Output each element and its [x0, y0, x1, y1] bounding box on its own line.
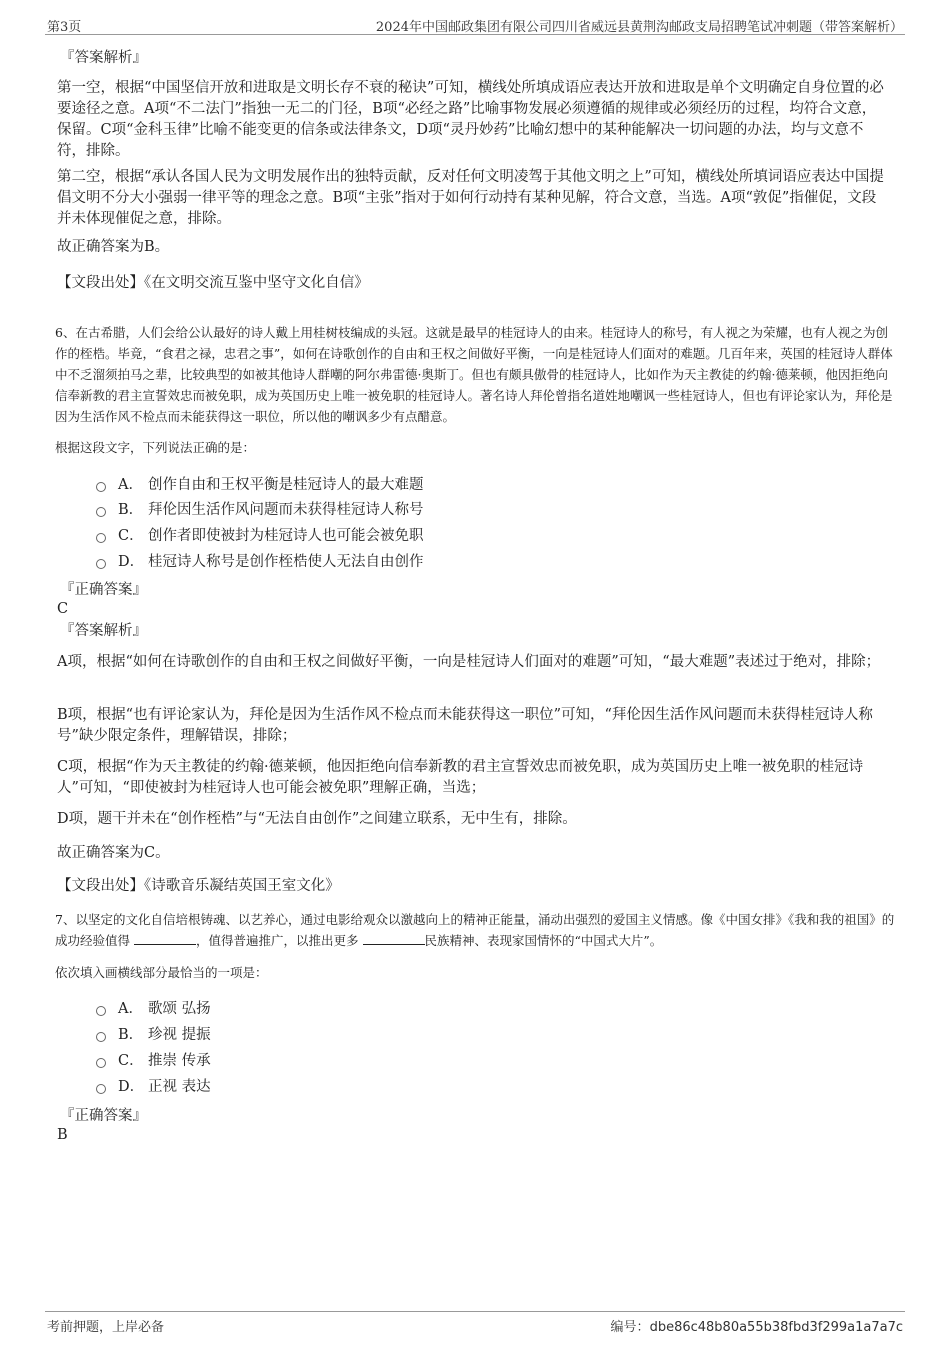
- option-a[interactable]: [96, 475, 424, 495]
- analysis-option-d: D项，题干并未在“创作桎梏”与“无法自由创作”之间建立联系，无中生有，排除。: [57, 811, 577, 827]
- source-citation: 【文段出处】《在文明交流互鉴中坚守文化自信》: [57, 275, 369, 291]
- code-value: dbe86c48b80a55b38fbd3f299a1a7a7c: [649, 1320, 903, 1335]
- option-d[interactable]: [96, 1077, 211, 1097]
- option-c[interactable]: [96, 1051, 211, 1071]
- document-code: [611, 1316, 903, 1335]
- question-6-prompt: 根据这段文字，下列说法正确的是：: [55, 440, 256, 455]
- fill-blank: [363, 932, 425, 945]
- option-text: 创作自由和王权平衡是桂冠诗人的最大难题: [148, 477, 424, 493]
- option-c[interactable]: [96, 526, 424, 546]
- radio-button[interactable]: [96, 1058, 106, 1068]
- option-key: B．: [118, 502, 144, 518]
- option-key: B．: [118, 1027, 144, 1043]
- option-text: 推崇 传承: [148, 1053, 211, 1069]
- code-label: 编号：: [610, 1320, 650, 1335]
- option-b[interactable]: [96, 500, 424, 520]
- radio-button[interactable]: [96, 1032, 106, 1042]
- analysis-paragraph: 第一空，根据“中国坚信开放和进取是文明长存不衰的秘诀”可知，横线处所填成语应表达开放和进取是单个文明确定自身位置的必要途径之意。A项“不二法门”指独一无二的门径，B项“必经之路”比喻事物发展必须遵循的规律或必须经历的过程，均符合文意，保留。C项“金科玉律”比喻不能变更的信条或法律条文，D项“灵丹妙药”比喻幻想中的某种能解决一切问题的办法，均与文意不符，排除。: [57, 80, 884, 159]
- option-key: C．: [118, 528, 144, 544]
- analysis-paragraph: 第二空，根据“承认各国人民为文明发展作出的独特贡献，反对任何文明凌驾于其他文明之上”可知，横线处所填词语应表达中国提倡文明不分大小强弱一律平等的理念之意。B项“主张”指对于如何行动持有某种见解，符合文意，当选。A项“敦促”指催促，文段并未体现催促之意，排除。: [57, 169, 884, 227]
- analysis-label: 『答案解析』: [60, 50, 147, 66]
- radio-button[interactable]: [96, 1084, 106, 1094]
- passage-part: ，值得普遍推广，以推出更多: [196, 933, 359, 948]
- option-text: 歌颂 弘扬: [148, 1001, 211, 1017]
- footer-slogan: 考前押题，上岸必备: [47, 1320, 165, 1335]
- question-7-prompt: 依次填入画横线部分最恰当的一项是：: [55, 965, 268, 980]
- analysis-option-a: A项，根据“如何在诗歌创作的自由和王权之间做好平衡，一向是桂冠诗人们面对的难题”可知，“最大难题”表述过于绝对，排除；: [57, 654, 881, 670]
- radio-button[interactable]: [96, 533, 106, 543]
- question-7-passage: [55, 909, 895, 951]
- passage-part: 7、以坚定的文化自信培根铸魂、以艺养心，通过电影给观众以激越向上的精神正能量，涌动出强烈的爱国主义情感。像《中国女排》《我和我的祖国》的成功经验值得: [55, 912, 895, 948]
- analysis-label: 『答案解析』: [60, 623, 147, 639]
- conclusion: 故正确答案为B。: [57, 239, 170, 255]
- page-number: 第3页: [47, 20, 82, 35]
- option-text: 珍视 提振: [148, 1027, 211, 1043]
- page-footer: [45, 1311, 905, 1338]
- analysis-option-c: C项，根据“作为天主教徒的约翰·德莱顿，他因拒绝向信奉新教的君主宣誓效忠而被免职，成为英国历史上唯一被免职的桂冠诗人”可知，“即使被封为桂冠诗人也可能会被免职”理解正确，当选；: [57, 759, 864, 796]
- option-text: 创作者即使被封为桂冠诗人也可能会被免职: [148, 528, 424, 544]
- option-key: C．: [118, 1053, 144, 1069]
- correct-answer-label: 『正确答案』: [60, 582, 147, 598]
- option-text: 拜伦因生活作风问题而未获得桂冠诗人称号: [148, 502, 424, 518]
- radio-button[interactable]: [96, 1006, 106, 1016]
- fill-blank: [134, 932, 196, 945]
- correct-answer: C: [57, 601, 69, 617]
- option-key: A．: [118, 1001, 143, 1017]
- conclusion: 故正确答案为C。: [57, 845, 170, 861]
- radio-button[interactable]: [96, 559, 106, 569]
- option-b[interactable]: [96, 1025, 211, 1045]
- page-header: [45, 14, 905, 35]
- analysis-option-b: B项，根据“也有评论家认为，拜伦是因为生活作风不检点而未能获得这一职位”可知，“拜伦因生活作风问题而未获得桂冠诗人称号”缺少限定条件，理解错误，排除；: [57, 707, 873, 744]
- option-key: A．: [118, 477, 143, 493]
- correct-answer-label: 『正确答案』: [60, 1108, 147, 1124]
- option-key: D．: [118, 554, 145, 570]
- source-citation: 【文段出处】《诗歌音乐凝结英国王室文化》: [57, 878, 340, 894]
- document-title: 2024年中国邮政集团有限公司四川省威远县黄荆沟邮政支局招聘笔试冲刺题（带答案解析）: [375, 20, 903, 35]
- radio-button[interactable]: [96, 482, 106, 492]
- option-a[interactable]: [96, 999, 211, 1019]
- passage-part: 民族精神、表现家国情怀的“中国式大片”。: [424, 933, 663, 948]
- option-key: D．: [118, 1079, 145, 1095]
- question-6-passage: 6、在古希腊，人们会给公认最好的诗人戴上用桂树枝编成的头冠。这就是最早的桂冠诗人的由来。桂冠诗人的称号，有人视之为荣耀，也有人视之为创作的桎梏。毕竟，“食君之禄，忠君之事”，如何在诗歌创作的自由和王权之间做好平衡，一向是桂冠诗人们面对的难题。几百年来，英国的桂冠诗人群体中不乏溜须拍马之辈，比较典型的如被其他诗人群嘲的阿尔弗雷德·奥斯丁。但也有颇具傲骨的桂冠诗人，比如作为天主教徒的约翰·德莱顿，他因拒绝向信奉新教的君主宣誓效忠而被免职，成为英国历史上唯一被免职的桂冠诗人。著名诗人拜伦曾指名道姓地嘲讽一些桂冠诗人，但也有评论家认为，拜伦是因为生活作风不检点而未能获得这一职位，所以他的嘲讽多少有点醋意。: [55, 325, 893, 424]
- option-text: 正视 表达: [148, 1079, 211, 1095]
- correct-answer: B: [57, 1127, 68, 1143]
- radio-button[interactable]: [96, 507, 106, 517]
- option-d[interactable]: [96, 552, 424, 572]
- option-text: 桂冠诗人称号是创作桎梏使人无法自由创作: [148, 554, 424, 570]
